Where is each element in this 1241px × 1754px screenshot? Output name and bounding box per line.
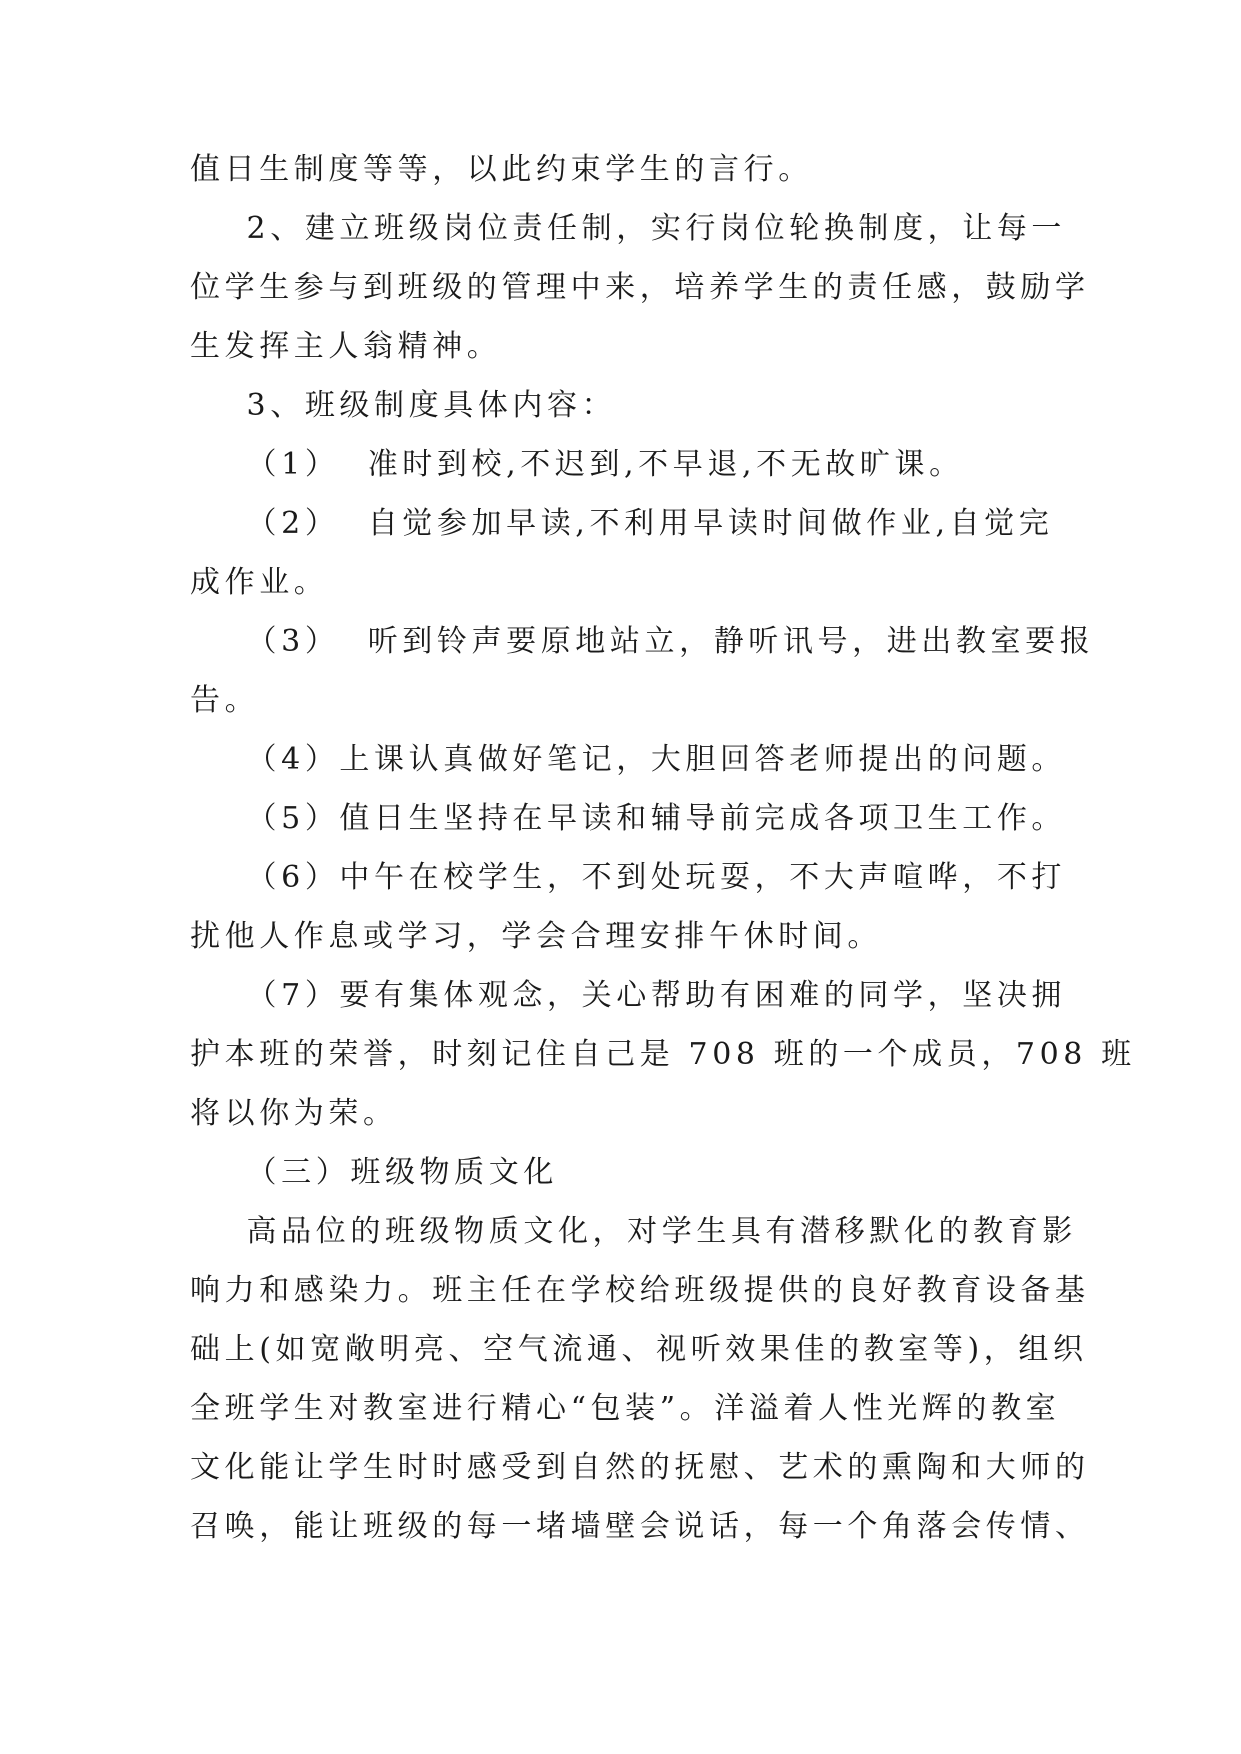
- text-line: 2、建立班级岗位责任制，实行岗位轮换制度，让每一: [190, 211, 1067, 246]
- text-line: 3、班级制度具体内容：: [190, 388, 617, 423]
- text-line: 告。: [190, 683, 260, 718]
- text-line: （三）班级物质文化: [190, 1155, 558, 1190]
- text-line: 护本班的荣誉，时刻记住自己是 708 班的一个成员，708 班: [190, 1037, 1136, 1072]
- text-line: 高品位的班级物质文化，对学生具有潜移默化的教育影: [190, 1214, 1077, 1249]
- text-line: 召唤，能让班级的每一堵墙壁会说话，每一个角落会传情、: [190, 1509, 1090, 1544]
- text-line: 础上(如宽敞明亮、空气流通、视听效果佳的教室等)，组织: [190, 1332, 1088, 1367]
- text-line: 文化能让学生时时感受到自然的抚慰、艺术的熏陶和大师的: [190, 1450, 1090, 1485]
- text-line: 响力和感染力。班主任在学校给班级提供的良好教育设备基: [190, 1273, 1090, 1308]
- text-line: （2） 自觉参加早读,不利用早读时间做作业,自觉完: [190, 506, 1054, 541]
- text-line: （7）要有集体观念，关心帮助有困难的同学，坚决拥: [190, 978, 1067, 1013]
- text-line: （4）上课认真做好笔记，大胆回答老师提出的问题。: [190, 742, 1067, 777]
- text-line: 全班学生对教室进行精心“包装”。洋溢着人性光辉的教室: [190, 1391, 1061, 1426]
- text-line: （6）中午在校学生，不到处玩耍，不大声喧哗，不打: [190, 860, 1067, 895]
- text-line: 值日生制度等等，以此约束学生的言行。: [190, 152, 813, 187]
- text-line: 将以你为荣。: [190, 1096, 398, 1131]
- text-line: 成作业。: [190, 565, 329, 600]
- text-line: 位学生参与到班级的管理中来，培养学生的责任感，鼓励学: [190, 270, 1090, 305]
- text-line: （5）值日生坚持在早读和辅导前完成各项卫生工作。: [190, 801, 1067, 836]
- text-line: （1） 准时到校,不迟到,不早退,不无故旷课。: [190, 447, 964, 482]
- text-line: （3） 听到铃声要原地站立，静听讯号，进出教室要报: [190, 624, 1095, 659]
- text-line: 生发挥主人翁精神。: [190, 329, 502, 364]
- text-line: 扰他人作息或学习，学会合理安排午休时间。: [190, 919, 882, 954]
